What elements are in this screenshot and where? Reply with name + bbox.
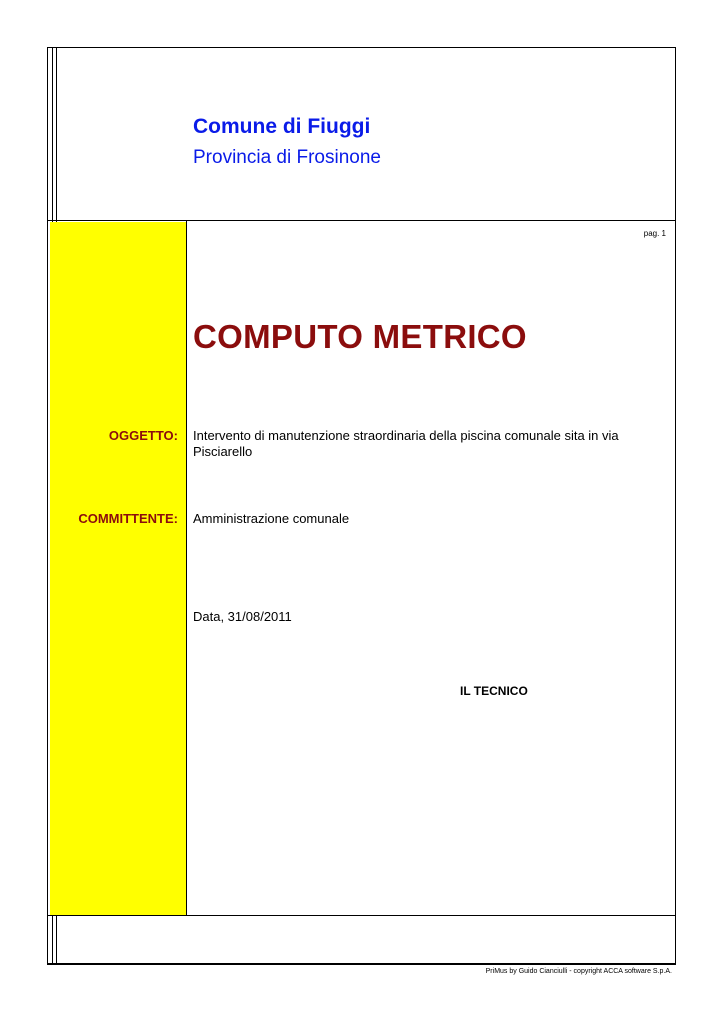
footer-divider	[47, 915, 676, 916]
document-title: COMPUTO METRICO	[193, 318, 527, 355]
field-value-committente: Amministrazione comunale	[193, 511, 350, 526]
column-divider	[186, 221, 187, 916]
organization-name: Comune di Fiuggi	[193, 115, 371, 138]
signature-label: IL TECNICO	[460, 684, 528, 698]
organization-province: Provincia di Frosinone	[193, 147, 381, 168]
field-label-oggetto: OGGETTO:	[108, 428, 178, 443]
header-divider	[47, 220, 676, 221]
label-column	[50, 222, 186, 915]
footer-copyright: PriMus by Guido Cianciulli - copyright ACCA software S.p.A.	[485, 968, 672, 975]
field-label-committente: COMMITTENTE:	[78, 511, 178, 526]
field-value-oggetto: Intervento di manutenzione straordinaria della piscina comunale sita in via Pisciarello	[193, 428, 619, 459]
page-number: pag. 1	[643, 229, 666, 238]
document-date: Data, 31/08/2011	[193, 609, 292, 624]
